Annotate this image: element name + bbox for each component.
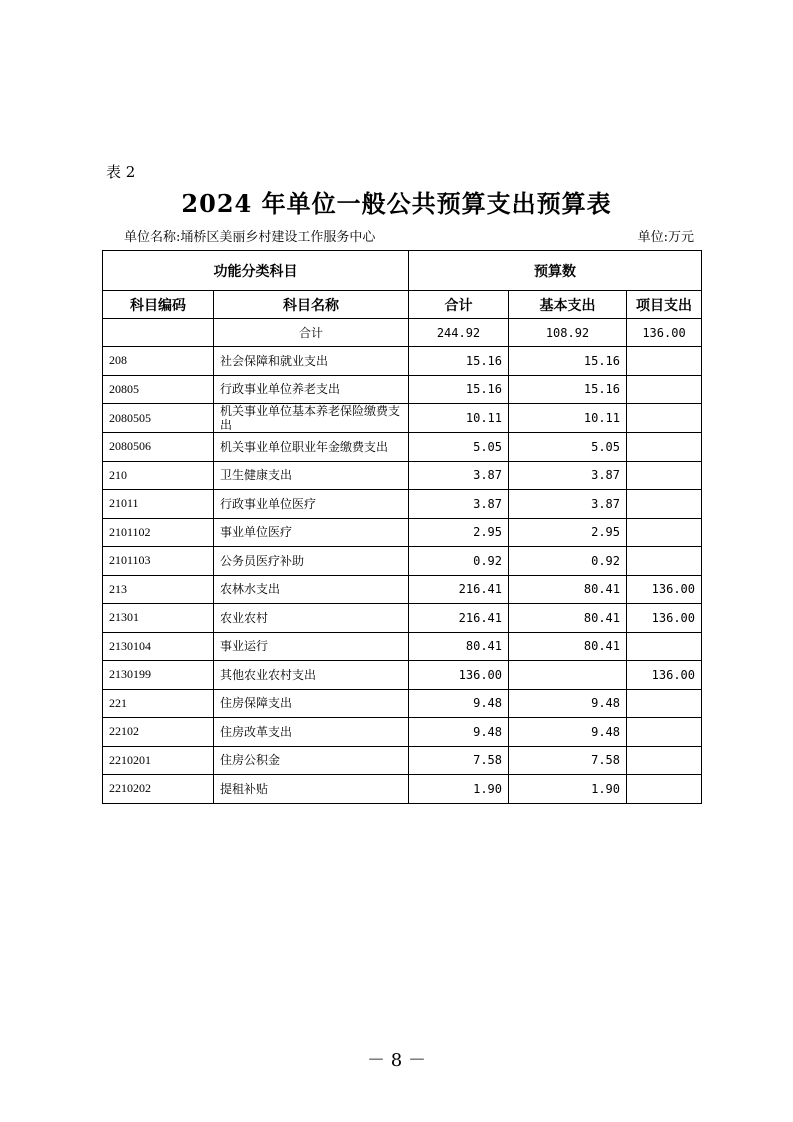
cell-code: 22102 — [103, 718, 214, 747]
budget-table — [102, 250, 702, 804]
cell-code: 221 — [103, 689, 214, 718]
cell-basic: 3.87 — [509, 461, 627, 490]
table-row — [103, 404, 702, 433]
cell-name: 社会保障和就业支出 — [214, 347, 409, 376]
cell-basic: 10.11 — [509, 404, 627, 433]
cell-code: 21011 — [103, 490, 214, 519]
cell-basic: 80.41 — [509, 632, 627, 661]
cell-basic: 80.41 — [509, 575, 627, 604]
table-row — [103, 746, 702, 775]
total-total-cell: 244.92 — [409, 319, 509, 347]
cell-project — [627, 632, 702, 661]
cell-code: 2130199 — [103, 661, 214, 690]
cell-basic: 2.95 — [509, 518, 627, 547]
cell-name: 农业农村 — [214, 604, 409, 633]
header-row-columns — [103, 291, 702, 319]
table-number-label: 表 2 — [106, 163, 136, 181]
header-code: 科目编码 — [103, 291, 214, 319]
header-function-classification: 功能分类科目 — [103, 251, 409, 291]
cell-name: 其他农业农村支出 — [214, 661, 409, 690]
cell-name: 提租补贴 — [214, 775, 409, 804]
table-row — [103, 490, 702, 519]
table-row — [103, 689, 702, 718]
header-total: 合计 — [409, 291, 509, 319]
cell-basic: 15.16 — [509, 347, 627, 376]
header-budget-amount: 预算数 — [409, 251, 702, 291]
total-project-cell: 136.00 — [627, 319, 702, 347]
cell-total: 1.90 — [409, 775, 509, 804]
header-name: 科目名称 — [214, 291, 409, 319]
table-row — [103, 775, 702, 804]
header-basic: 基本支出 — [509, 291, 627, 319]
cell-basic: 0.92 — [509, 547, 627, 576]
total-name-cell: 合计 — [214, 319, 409, 347]
table-row — [103, 632, 702, 661]
cell-project: 136.00 — [627, 661, 702, 690]
total-code-cell — [103, 319, 214, 347]
cell-basic — [509, 661, 627, 690]
cell-project — [627, 689, 702, 718]
cell-project — [627, 718, 702, 747]
cell-project — [627, 461, 702, 490]
table-row — [103, 461, 702, 490]
total-basic-cell: 108.92 — [509, 319, 627, 347]
cell-total: 3.87 — [409, 490, 509, 519]
cell-name: 事业运行 — [214, 632, 409, 661]
cell-project — [627, 404, 702, 433]
cell-code: 2080505 — [103, 404, 214, 433]
cell-total: 216.41 — [409, 604, 509, 633]
cell-name: 事业单位医疗 — [214, 518, 409, 547]
cell-name: 住房改革支出 — [214, 718, 409, 747]
cell-code: 2210201 — [103, 746, 214, 775]
cell-total: 3.87 — [409, 461, 509, 490]
page-number: － 8 － — [367, 1050, 426, 1071]
cell-project: 136.00 — [627, 575, 702, 604]
cell-total: 136.00 — [409, 661, 509, 690]
cell-project — [627, 375, 702, 404]
cell-name: 农林水支出 — [214, 575, 409, 604]
cell-total: 10.11 — [409, 404, 509, 433]
cell-project — [627, 433, 702, 462]
cell-basic: 9.48 — [509, 718, 627, 747]
cell-project — [627, 775, 702, 804]
cell-total: 5.05 — [409, 433, 509, 462]
cell-code: 2101102 — [103, 518, 214, 547]
table-row — [103, 518, 702, 547]
table-row — [103, 433, 702, 462]
cell-code: 2080506 — [103, 433, 214, 462]
cell-code: 2130104 — [103, 632, 214, 661]
cell-project — [627, 547, 702, 576]
cell-code: 2210202 — [103, 775, 214, 804]
cell-basic: 5.05 — [509, 433, 627, 462]
cell-total: 15.16 — [409, 347, 509, 376]
table-row — [103, 718, 702, 747]
table-row — [103, 347, 702, 376]
table-row — [103, 575, 702, 604]
cell-total: 9.48 — [409, 718, 509, 747]
page-title: 2024 年单位一般公共预算支出预算表 — [181, 189, 612, 218]
cell-name: 住房公积金 — [214, 746, 409, 775]
table-row — [103, 604, 702, 633]
total-row — [103, 319, 702, 347]
cell-total: 7.58 — [409, 746, 509, 775]
currency-unit-label: 单位:万元 — [637, 230, 694, 245]
unit-name-label: 单位名称:埇桥区美丽乡村建设工作服务中心 — [124, 230, 376, 245]
cell-basic: 15.16 — [509, 375, 627, 404]
cell-name: 行政事业单位医疗 — [214, 490, 409, 519]
cell-total: 0.92 — [409, 547, 509, 576]
cell-total: 216.41 — [409, 575, 509, 604]
cell-code: 21301 — [103, 604, 214, 633]
cell-code: 210 — [103, 461, 214, 490]
cell-project: 136.00 — [627, 604, 702, 633]
cell-basic: 80.41 — [509, 604, 627, 633]
table-row — [103, 547, 702, 576]
header-row-group — [103, 251, 702, 291]
cell-project — [627, 490, 702, 519]
cell-name: 住房保障支出 — [214, 689, 409, 718]
cell-name: 机关事业单位基本养老保险缴费支出 — [214, 404, 409, 433]
cell-basic: 3.87 — [509, 490, 627, 519]
table-row — [103, 661, 702, 690]
cell-code: 2101103 — [103, 547, 214, 576]
cell-name: 机关事业单位职业年金缴费支出 — [214, 433, 409, 462]
cell-code: 20805 — [103, 375, 214, 404]
cell-basic: 1.90 — [509, 775, 627, 804]
cell-code: 213 — [103, 575, 214, 604]
cell-name: 卫生健康支出 — [214, 461, 409, 490]
cell-total: 2.95 — [409, 518, 509, 547]
cell-name: 行政事业单位养老支出 — [214, 375, 409, 404]
cell-total: 15.16 — [409, 375, 509, 404]
cell-total: 9.48 — [409, 689, 509, 718]
table-row — [103, 375, 702, 404]
cell-total: 80.41 — [409, 632, 509, 661]
cell-basic: 7.58 — [509, 746, 627, 775]
cell-project — [627, 518, 702, 547]
cell-project — [627, 347, 702, 376]
cell-name: 公务员医疗补助 — [214, 547, 409, 576]
cell-basic: 9.48 — [509, 689, 627, 718]
header-project: 项目支出 — [627, 291, 702, 319]
cell-code: 208 — [103, 347, 214, 376]
cell-project — [627, 746, 702, 775]
